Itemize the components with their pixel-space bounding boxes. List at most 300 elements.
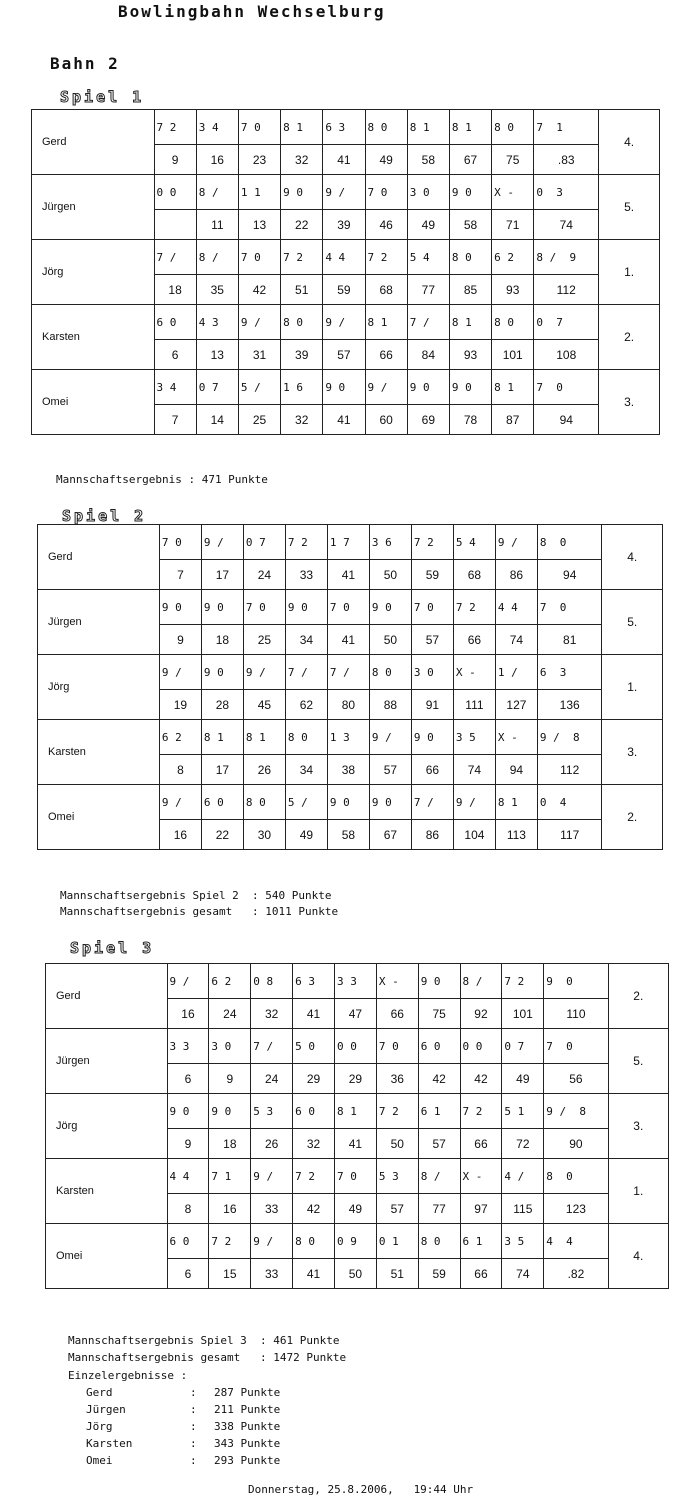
frame-rolls: 9 0 xyxy=(159,590,201,625)
frame-rolls: 7 2 xyxy=(453,590,495,625)
frame-rolls: 0 0 xyxy=(460,1029,502,1064)
player-roll-row xyxy=(32,370,660,405)
frame-rolls: X - xyxy=(495,720,537,755)
player-name: Gerd xyxy=(38,525,160,590)
frame-rolls: 6 0 xyxy=(293,1094,335,1129)
frame-rolls: 9 / xyxy=(365,370,407,405)
frame-rolls: 1 6 xyxy=(281,370,323,405)
frame-rolls: 6 3 xyxy=(323,110,365,145)
frame-rolls: 9 / xyxy=(159,785,201,820)
player-name: Gerd xyxy=(32,110,155,175)
frame-rolls: 3 0 xyxy=(411,655,453,690)
frame-rolls: 7 0 xyxy=(534,370,599,405)
frame-rolls: 7 0 xyxy=(334,1159,376,1194)
frame-cumulative-score: 32 xyxy=(281,145,323,175)
frame-cumulative-score: 50 xyxy=(369,625,411,655)
frame-cumulative-score: 68 xyxy=(453,560,495,590)
frame-rolls: 0 4 xyxy=(537,785,602,820)
frame-cumulative-score: 57 xyxy=(323,340,365,370)
frame-rolls: 3 4 xyxy=(196,110,238,145)
frame-cumulative-score: 16 xyxy=(159,820,201,850)
frame-cumulative-score: 7 xyxy=(154,405,196,435)
player-name: Jörg xyxy=(32,240,155,305)
frame-rolls: 8 0 xyxy=(449,240,491,275)
frame-rolls: 7 1 xyxy=(209,1159,251,1194)
individual-points: 343 Punkte xyxy=(214,1437,281,1450)
frame-cumulative-score: 136 xyxy=(537,690,602,720)
frame-rolls: 7 2 xyxy=(154,110,196,145)
player-roll-row xyxy=(38,525,663,560)
frame-cumulative-score: 87 xyxy=(492,405,534,435)
frame-rolls: 5 / xyxy=(238,370,280,405)
individual-name: Omei xyxy=(86,1454,113,1467)
frame-rolls: 9 0 xyxy=(407,370,449,405)
individual-name: Jörg xyxy=(86,1420,113,1433)
individual-points: 338 Punkte xyxy=(214,1420,281,1433)
player-name: Karsten xyxy=(46,1159,168,1224)
frame-cumulative-score: 24 xyxy=(243,560,285,590)
game-2-team-result: Mannschaftsergebnis Spiel 2 : 540 Punkte xyxy=(60,889,332,902)
individual-separator: : xyxy=(190,1403,197,1416)
frame-cumulative-score: 112 xyxy=(537,755,602,785)
frame-cumulative-score: 57 xyxy=(411,625,453,655)
frame-cumulative-score: 41 xyxy=(323,145,365,175)
frame-rolls: 0 1 xyxy=(376,1224,418,1259)
frame-cumulative-score: 28 xyxy=(201,690,243,720)
frame-rolls: 9 0 xyxy=(201,655,243,690)
frame-rolls: 0 7 xyxy=(534,305,599,340)
frame-cumulative-score: 22 xyxy=(201,820,243,850)
frame-rolls: 8 1 xyxy=(449,110,491,145)
frame-rolls: 3 3 xyxy=(334,964,376,999)
frame-cumulative-score: 101 xyxy=(502,999,544,1029)
frame-rolls: 9 0 xyxy=(369,785,411,820)
frame-rolls: 6 2 xyxy=(159,720,201,755)
frame-rolls: 7 / xyxy=(285,655,327,690)
frame-cumulative-score: 18 xyxy=(209,1129,251,1159)
frame-rolls: 0 0 xyxy=(154,175,196,210)
frame-cumulative-score: 9 xyxy=(167,1129,209,1159)
player-rank: 2. xyxy=(599,305,660,370)
frame-cumulative-score: 9 xyxy=(209,1064,251,1094)
frame-rolls: 8 1 xyxy=(281,110,323,145)
frame-cumulative-score: 34 xyxy=(285,755,327,785)
frame-rolls: 7 2 xyxy=(209,1224,251,1259)
frame-cumulative-score: 104 xyxy=(453,820,495,850)
player-name: Omei xyxy=(32,370,155,435)
frame-rolls: 6 0 xyxy=(201,785,243,820)
player-rank: 5. xyxy=(602,590,663,655)
frame-rolls: 3 0 xyxy=(209,1029,251,1064)
game-2-score-table xyxy=(37,524,663,850)
game-3-title: Spiel 3 xyxy=(70,939,155,957)
frame-cumulative-score: 57 xyxy=(418,1129,460,1159)
frame-cumulative-score: 33 xyxy=(251,1259,293,1289)
frame-rolls: 7 0 xyxy=(411,590,453,625)
player-rank: 3. xyxy=(608,1094,668,1159)
frame-cumulative-score: 32 xyxy=(293,1129,335,1159)
frame-cumulative-score: 8 xyxy=(167,1194,209,1224)
frame-rolls: 7 0 xyxy=(376,1029,418,1064)
frame-cumulative-score: 93 xyxy=(449,340,491,370)
frame-cumulative-score: 9 xyxy=(154,145,196,175)
frame-rolls: 8 0 xyxy=(418,1224,460,1259)
player-name: Jürgen xyxy=(38,590,160,655)
frame-cumulative-score: 30 xyxy=(243,820,285,850)
frame-rolls: 7 0 xyxy=(243,590,285,625)
frame-rolls: 9 0 xyxy=(369,590,411,625)
frame-rolls: 4 4 xyxy=(323,240,365,275)
player-roll-row xyxy=(38,785,663,820)
frame-cumulative-score: 6 xyxy=(167,1064,209,1094)
frame-cumulative-score: 67 xyxy=(449,145,491,175)
frame-rolls: 9 / xyxy=(323,175,365,210)
frame-rolls: 9 / xyxy=(369,720,411,755)
frame-cumulative-score: 92 xyxy=(460,999,502,1029)
frame-cumulative-score: 41 xyxy=(293,999,335,1029)
frame-cumulative-score: 51 xyxy=(376,1259,418,1289)
player-rank: 1. xyxy=(608,1159,668,1224)
player-rank: 4. xyxy=(602,525,663,590)
frame-cumulative-score: 49 xyxy=(502,1064,544,1094)
frame-cumulative-score: 77 xyxy=(407,275,449,305)
frame-cumulative-score: 16 xyxy=(209,1194,251,1224)
frame-cumulative-score: 31 xyxy=(238,340,280,370)
frame-rolls: 7 2 xyxy=(365,240,407,275)
game-1-team-result: Mannschaftsergebnis : 471 Punkte xyxy=(56,473,268,486)
frame-rolls: 8 1 xyxy=(407,110,449,145)
frame-rolls: 9 / xyxy=(251,1224,293,1259)
lane-title: Bahn 2 xyxy=(50,54,120,73)
frame-cumulative-score: 7 xyxy=(159,560,201,590)
player-rank: 1. xyxy=(599,240,660,305)
frame-rolls: 5 0 xyxy=(293,1029,335,1064)
frame-cumulative-score: 9 xyxy=(159,625,201,655)
player-rank: 5. xyxy=(608,1029,668,1094)
frame-rolls: 9 0 xyxy=(411,720,453,755)
frame-rolls: 3 0 xyxy=(407,175,449,210)
frame-cumulative-score: 68 xyxy=(365,275,407,305)
frame-cumulative-score: 39 xyxy=(281,340,323,370)
frame-cumulative-score: 84 xyxy=(407,340,449,370)
frame-rolls: 7 2 xyxy=(285,525,327,560)
frame-rolls: 8 0 xyxy=(293,1224,335,1259)
frame-cumulative-score: 71 xyxy=(492,210,534,240)
frame-rolls: 9 0 xyxy=(544,964,608,999)
frame-rolls: 8 0 xyxy=(537,525,602,560)
frame-rolls: 0 0 xyxy=(334,1029,376,1064)
frame-rolls: 8 1 xyxy=(334,1094,376,1129)
frame-cumulative-score: 17 xyxy=(201,755,243,785)
frame-cumulative-score: 39 xyxy=(323,210,365,240)
game-3-score-table xyxy=(45,963,669,1289)
player-roll-row xyxy=(38,720,663,755)
frame-cumulative-score: 49 xyxy=(365,145,407,175)
frame-rolls: 7 2 xyxy=(411,525,453,560)
frame-rolls: 7 2 xyxy=(502,964,544,999)
frame-rolls: 7 / xyxy=(251,1029,293,1064)
frame-rolls: X - xyxy=(460,1159,502,1194)
frame-cumulative-score: 90 xyxy=(544,1129,608,1159)
frame-cumulative-score: 66 xyxy=(460,1259,502,1289)
frame-rolls: 8 1 xyxy=(449,305,491,340)
frame-cumulative-score: 57 xyxy=(376,1194,418,1224)
frame-cumulative-score: 16 xyxy=(167,999,209,1029)
frame-rolls: 3 4 xyxy=(154,370,196,405)
frame-cumulative-score: 57 xyxy=(369,755,411,785)
frame-rolls: 8 0 xyxy=(544,1159,608,1194)
frame-cumulative-score: 33 xyxy=(285,560,327,590)
frame-cumulative-score: 69 xyxy=(407,405,449,435)
frame-cumulative-score: 38 xyxy=(327,755,369,785)
frame-rolls: 9 / 8 xyxy=(544,1094,608,1129)
frame-rolls: 7 0 xyxy=(238,240,280,275)
frame-rolls: 9 0 xyxy=(209,1094,251,1129)
frame-rolls: 8 0 xyxy=(492,305,534,340)
frame-rolls: 0 9 xyxy=(334,1224,376,1259)
frame-cumulative-score: 34 xyxy=(285,625,327,655)
frame-cumulative-score: 50 xyxy=(334,1259,376,1289)
frame-rolls: 0 7 xyxy=(502,1029,544,1064)
frame-cumulative-score: 42 xyxy=(238,275,280,305)
frame-cumulative-score: 41 xyxy=(327,560,369,590)
frame-cumulative-score: 26 xyxy=(251,1129,293,1159)
frame-cumulative-score: 15 xyxy=(209,1259,251,1289)
frame-rolls: 8 / xyxy=(196,240,238,275)
frame-rolls: 9 / xyxy=(159,655,201,690)
frame-rolls: 0 7 xyxy=(196,370,238,405)
frame-rolls: X - xyxy=(453,655,495,690)
game-1-title: Spiel 1 xyxy=(60,88,145,106)
frame-cumulative-score: 110 xyxy=(544,999,608,1029)
individual-points: 287 Punkte xyxy=(214,1386,281,1399)
frame-rolls: 7 / xyxy=(154,240,196,275)
frame-rolls: 7 1 xyxy=(534,110,599,145)
frame-rolls: 7 2 xyxy=(293,1159,335,1194)
frame-cumulative-score: 13 xyxy=(238,210,280,240)
player-roll-row xyxy=(46,1159,669,1194)
frame-rolls: 9 0 xyxy=(281,175,323,210)
frame-cumulative-score: 35 xyxy=(196,275,238,305)
game-3-total-result: Mannschaftsergebnis gesamt : 1472 Punkte xyxy=(68,1351,347,1364)
player-roll-row xyxy=(46,1224,669,1259)
frame-cumulative-score: 74 xyxy=(495,625,537,655)
frame-cumulative-score: 78 xyxy=(449,405,491,435)
frame-rolls: 4 3 xyxy=(196,305,238,340)
frame-cumulative-score: 74 xyxy=(534,210,599,240)
frame-cumulative-score: 8 xyxy=(159,755,201,785)
frame-cumulative-score: 32 xyxy=(281,405,323,435)
frame-rolls: 9 0 xyxy=(327,785,369,820)
frame-cumulative-score: 112 xyxy=(534,275,599,305)
frame-cumulative-score: 26 xyxy=(243,755,285,785)
frame-rolls: 9 / xyxy=(201,525,243,560)
frame-cumulative-score: 66 xyxy=(365,340,407,370)
frame-cumulative-score: 46 xyxy=(365,210,407,240)
frame-rolls: 9 / xyxy=(251,1159,293,1194)
frame-rolls: 7 / xyxy=(407,305,449,340)
frame-cumulative-score: 42 xyxy=(460,1064,502,1094)
frame-cumulative-score: 67 xyxy=(369,820,411,850)
frame-cumulative-score: 91 xyxy=(411,690,453,720)
player-name: Jörg xyxy=(38,655,160,720)
player-rank: 3. xyxy=(602,720,663,785)
frame-cumulative-score: 29 xyxy=(334,1064,376,1094)
frame-cumulative-score: 50 xyxy=(369,560,411,590)
player-roll-row xyxy=(32,175,660,210)
frame-rolls: 1 7 xyxy=(327,525,369,560)
frame-rolls: 9 0 xyxy=(323,370,365,405)
frame-rolls: 9 / 8 xyxy=(537,720,602,755)
frame-rolls: 4 / xyxy=(502,1159,544,1194)
frame-rolls: 7 2 xyxy=(376,1094,418,1129)
frame-cumulative-score: 32 xyxy=(251,999,293,1029)
game-2-title: Spiel 2 xyxy=(62,507,147,525)
frame-cumulative-score: 115 xyxy=(502,1194,544,1224)
frame-rolls: 1 / xyxy=(495,655,537,690)
frame-cumulative-score: 66 xyxy=(376,999,418,1029)
frame-rolls: 8 0 xyxy=(285,720,327,755)
frame-cumulative-score: 51 xyxy=(281,275,323,305)
frame-rolls: 3 5 xyxy=(453,720,495,755)
frame-rolls: 3 3 xyxy=(167,1029,209,1064)
frame-cumulative-score: 94 xyxy=(495,755,537,785)
frame-rolls: 7 0 xyxy=(327,590,369,625)
frame-cumulative-score: 127 xyxy=(495,690,537,720)
frame-rolls: 7 0 xyxy=(238,110,280,145)
frame-cumulative-score: 18 xyxy=(154,275,196,305)
frame-rolls: 1 3 xyxy=(327,720,369,755)
player-rank: 4. xyxy=(599,110,660,175)
frame-rolls: 9 / xyxy=(167,964,209,999)
frame-cumulative-score: 6 xyxy=(167,1259,209,1289)
player-roll-row xyxy=(46,1094,669,1129)
frame-cumulative-score: 74 xyxy=(502,1259,544,1289)
frame-rolls: 8 1 xyxy=(495,785,537,820)
frame-rolls: 8 0 xyxy=(369,655,411,690)
frame-cumulative-score: 117 xyxy=(537,820,602,850)
frame-rolls: 7 0 xyxy=(544,1029,608,1064)
frame-rolls: 6 3 xyxy=(293,964,335,999)
frame-cumulative-score: 60 xyxy=(365,405,407,435)
player-roll-row xyxy=(46,1029,669,1064)
frame-rolls: 8 / xyxy=(418,1159,460,1194)
frame-rolls: 3 5 xyxy=(502,1224,544,1259)
frame-cumulative-score: 88 xyxy=(369,690,411,720)
player-rank: 3. xyxy=(599,370,660,435)
frame-cumulative-score: 42 xyxy=(293,1194,335,1224)
frame-rolls: 5 3 xyxy=(251,1094,293,1129)
individual-points: 293 Punkte xyxy=(214,1454,281,1467)
frame-rolls: 7 2 xyxy=(281,240,323,275)
frame-cumulative-score: 85 xyxy=(449,275,491,305)
frame-cumulative-score: 18 xyxy=(201,625,243,655)
frame-rolls: 6 2 xyxy=(492,240,534,275)
individual-separator: : xyxy=(190,1437,197,1450)
frame-rolls: 6 2 xyxy=(209,964,251,999)
frame-rolls: X - xyxy=(492,175,534,210)
frame-rolls: 8 / xyxy=(460,964,502,999)
frame-cumulative-score: 66 xyxy=(411,755,453,785)
frame-cumulative-score: .82 xyxy=(544,1259,608,1289)
frame-cumulative-score: 74 xyxy=(453,755,495,785)
frame-rolls: 6 1 xyxy=(460,1224,502,1259)
frame-rolls: 8 1 xyxy=(243,720,285,755)
frame-cumulative-score: 66 xyxy=(460,1129,502,1159)
player-roll-row xyxy=(32,305,660,340)
player-rank: 2. xyxy=(602,785,663,850)
frame-rolls: 8 0 xyxy=(492,110,534,145)
player-name: Karsten xyxy=(32,305,155,370)
frame-rolls: 9 0 xyxy=(167,1094,209,1129)
frame-cumulative-score: 19 xyxy=(159,690,201,720)
frame-cumulative-score: 58 xyxy=(327,820,369,850)
player-name: Jörg xyxy=(46,1094,168,1159)
frame-cumulative-score: 33 xyxy=(251,1194,293,1224)
frame-cumulative-score: 11 xyxy=(196,210,238,240)
frame-cumulative-score: 56 xyxy=(544,1064,608,1094)
frame-cumulative-score: 101 xyxy=(492,340,534,370)
frame-cumulative-score: 16 xyxy=(196,145,238,175)
frame-rolls: 6 0 xyxy=(167,1224,209,1259)
frame-cumulative-score: 86 xyxy=(495,560,537,590)
frame-cumulative-score: 6 xyxy=(154,340,196,370)
frame-cumulative-score: 25 xyxy=(243,625,285,655)
individual-name: Jürgen xyxy=(86,1403,126,1416)
frame-cumulative-score: 59 xyxy=(323,275,365,305)
frame-cumulative-score: 58 xyxy=(449,210,491,240)
frame-cumulative-score: 17 xyxy=(201,560,243,590)
frame-rolls: 8 0 xyxy=(281,305,323,340)
frame-rolls: 1 1 xyxy=(238,175,280,210)
frame-rolls: 9 0 xyxy=(201,590,243,625)
player-name: Gerd xyxy=(46,964,168,1029)
frame-rolls: 4 4 xyxy=(167,1159,209,1194)
frame-cumulative-score: 75 xyxy=(418,999,460,1029)
timestamp: Donnerstag, 25.8.2006, 19:44 Uhr xyxy=(248,1483,474,1496)
frame-rolls: 8 / 9 xyxy=(534,240,599,275)
frame-cumulative-score: 77 xyxy=(418,1194,460,1224)
player-rank: 1. xyxy=(602,655,663,720)
frame-cumulative-score: 97 xyxy=(460,1194,502,1224)
frame-cumulative-score: 49 xyxy=(285,820,327,850)
frame-cumulative-score: 62 xyxy=(285,690,327,720)
frame-cumulative-score: 42 xyxy=(418,1064,460,1094)
player-name: Jürgen xyxy=(32,175,155,240)
individual-name: Karsten xyxy=(86,1437,133,1450)
player-roll-row xyxy=(32,110,660,145)
frame-rolls: 7 0 xyxy=(365,175,407,210)
frame-cumulative-score: 13 xyxy=(196,340,238,370)
player-rank: 5. xyxy=(599,175,660,240)
frame-rolls: X - xyxy=(376,964,418,999)
frame-cumulative-score: 25 xyxy=(238,405,280,435)
frame-rolls: 4 4 xyxy=(495,590,537,625)
frame-rolls: 0 3 xyxy=(534,175,599,210)
player-rank: 2. xyxy=(608,964,668,1029)
frame-rolls: 5 4 xyxy=(407,240,449,275)
player-name: Karsten xyxy=(38,720,160,785)
frame-cumulative-score: 22 xyxy=(281,210,323,240)
frame-rolls: 7 0 xyxy=(537,590,602,625)
frame-rolls: 9 / xyxy=(238,305,280,340)
game-2-total-result: Mannschaftsergebnis gesamt : 1011 Punkte xyxy=(60,905,339,918)
frame-cumulative-score: 81 xyxy=(537,625,602,655)
player-name: Jürgen xyxy=(46,1029,168,1094)
frame-cumulative-score: 41 xyxy=(293,1259,335,1289)
frame-rolls: 6 0 xyxy=(418,1029,460,1064)
frame-rolls: 6 0 xyxy=(154,305,196,340)
